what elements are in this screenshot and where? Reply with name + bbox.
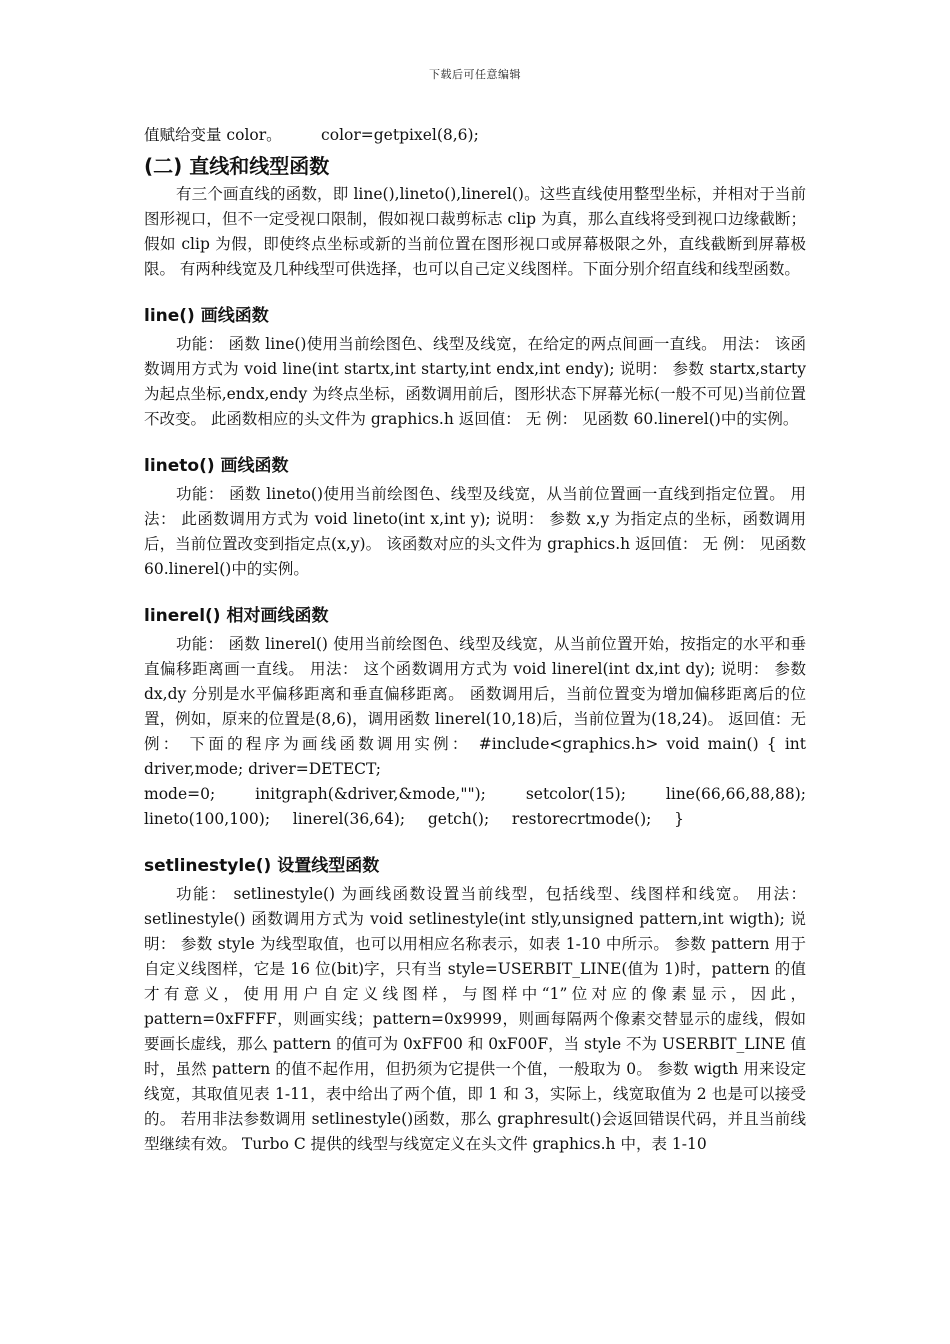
code-line-1 <box>144 782 806 807</box>
code-token: line(66,66,88,88); <box>665 785 806 803</box>
setlinestyle-paragraph: 功能： setlinestyle() 为画线函数设置当前线型，包括线型、线图样和线宽。 用法： setlinestyle() 函数调用方式为 void setlinestyle(int stly,unsigned pattern,int wigth); 说明： 参数 style 为线型取值，也可以用相应名称表示，如表 1-10 中所示。 参数 pattern 用于自定义线图样，它是 16 位(bit)字，只有当 style=USERBIT_LINE(值为 1)时，pattern 的值才有意义，使用用户自定义线图样，与图样中“1”位对应的像素显示，因此，pattern=0xFFFF，则画实线；pattern=0x9999，则画每隔两个像素交替显示的虚线，假如要画长虚线，那么 pattern 的值可为 0xFF00 和 0xF00F，当 style 不为 USERBIT_LINE 值时，虽然 pattern 的值不起作用，但扔须为它提供一个值，一般取为 0。 参数 wigth 用来设定线宽，其取值见表 1-11，表中给出了两个值，即 1 和 3，实际上，线宽取值为 2 也是可以接受的。 若用非法参数调用 setlinestyle()函数，那么 graphresult()会返回错误代码，并且当前线型继续有效。 Turbo C 提供的线型与线宽定义在头文件 graphics.h 中，表 1-10 <box>144 885 806 1153</box>
code-token: } <box>674 810 684 828</box>
linerel-heading: linerel() 相对画线函数 <box>144 606 329 626</box>
section-title: (二) 直线和线型函数 <box>144 154 330 178</box>
line-heading: line() 画线函数 <box>144 306 269 326</box>
code-token: initgraph(&driver,&mode,""); <box>255 785 486 803</box>
code-token: setcolor(15); <box>525 785 626 803</box>
code-token: lineto(100,100); <box>144 810 271 828</box>
code-line-2 <box>144 807 684 832</box>
code-token: mode=0; <box>144 785 216 803</box>
lineto-paragraph: 功能： 函数 lineto()使用当前绘图色、线型及线宽，从当前位置画一直线到指定位置。 用法： 此函数调用方式为 void lineto(int x,int y); 说明： 参数 x,y 为指定点的坐标，函数调用后，当前位置改变到指定点(x,y)。 该函数对应的头文件为 graphics.h 返回值： 无 例： 见函数 60.linerel()中的实例。 <box>144 485 806 578</box>
intro-line: 值赋给变量 color。 color=getpixel(8,6); <box>144 126 479 144</box>
section-intro-paragraph: 有三个画直线的函数，即 line(),lineto(),linerel()。这些直线使用整型坐标，并相对于当前图形视口，但不一定受视口限制，假如视口裁剪标志 clip 为真，那么直线将受到视口边缘截断；假如 clip 为假，即使终点坐标或新的当前位置在图形视口或屏幕极限之外，直线截断到屏幕极限。 有两种线宽及几种线型可供选择，也可以自己定义线图样。下面分别介绍直线和线型函数。 <box>144 185 806 278</box>
lineto-heading: lineto() 画线函数 <box>144 456 289 476</box>
code-token: restorecrtmode(); <box>511 810 652 828</box>
code-token: getch(); <box>427 810 490 828</box>
page-header: 下载后可任意编辑 <box>429 68 521 81</box>
code-token: linerel(36,64); <box>292 810 406 828</box>
line-paragraph: 功能： 函数 line()使用当前绘图色、线型及线宽，在给定的两点间画一直线。 用法： 该函数调用方式为 void line(int startx,int starty,int endx,int endy); 说明： 参数 startx,starty 为起点坐标,endx,endy 为终点坐标，函数调用前后，图形状态下屏幕光标(一般不可见)当前位置不改变。 此函数相应的头文件为 graphics.h 返回值： 无 例： 见函数 60.linerel()中的实例。 <box>144 335 806 428</box>
linerel-paragraph: 功能： 函数 linerel() 使用当前绘图色、线型及线宽，从当前位置开始，按指定的水平和垂直偏移距离画一直线。 用法： 这个函数调用方式为 void linerel(int dx,int dy); 说明： 参数 dx,dy 分别是水平偏移距离和垂直偏移距离。 函数调用后，当前位置变为增加偏移距离后的位置，例如，原来的位置是(8,6)，调用函数 linerel(10,18)后，当前位置为(18,24)。 返回值：无 例： 下面的程序为画线函数调用实例： #include<graphics.h> void main() { int driver,mode; driver=DETECT; <box>144 635 806 778</box>
document-body <box>144 123 806 1157</box>
setlinestyle-heading: setlinestyle() 设置线型函数 <box>144 856 380 876</box>
